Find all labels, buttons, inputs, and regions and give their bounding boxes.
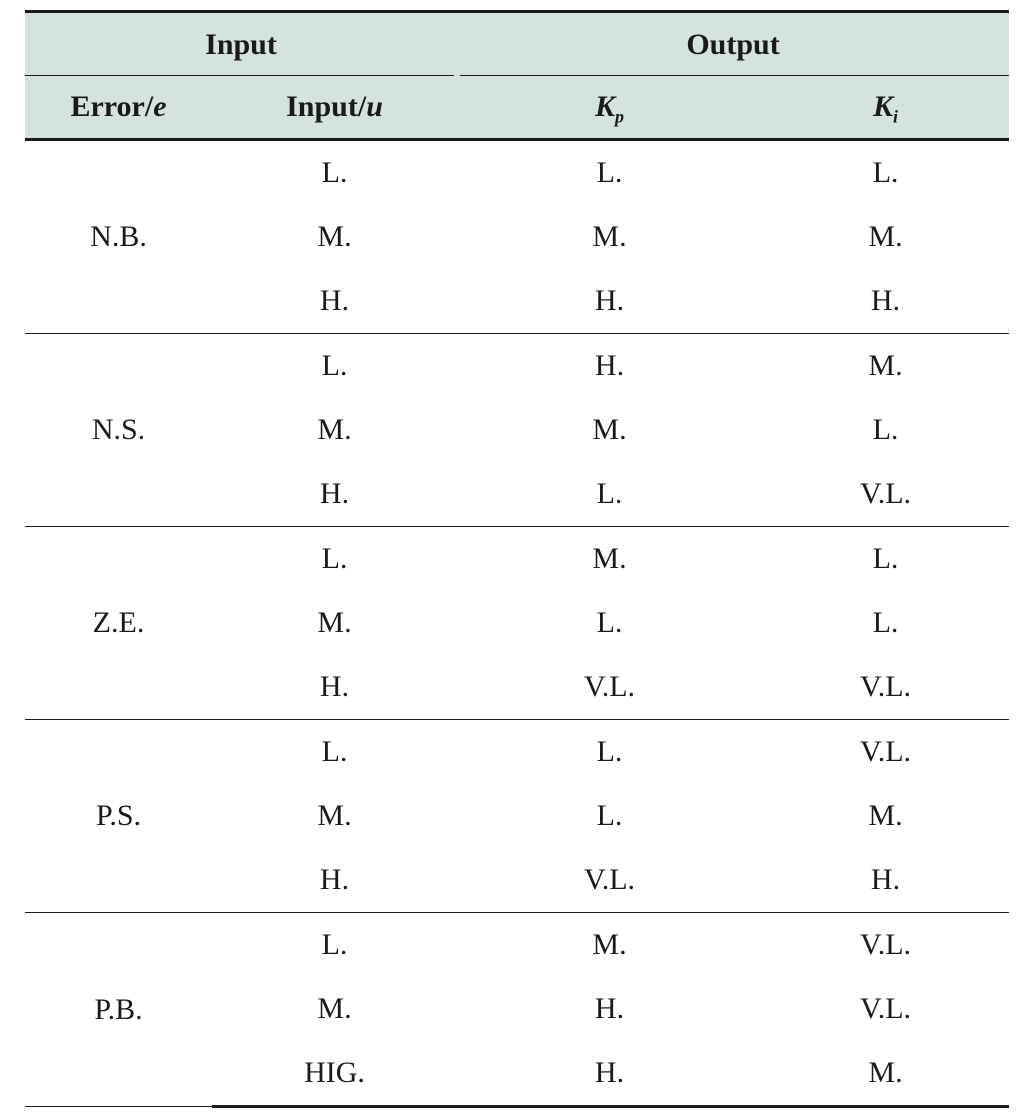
output-group-header: Output (457, 12, 1009, 77)
input-cell: M. (317, 799, 352, 832)
table-row (25, 527, 1009, 592)
input-column-header (212, 76, 457, 140)
error-cell: P.S. (25, 720, 212, 913)
error-column-symbol: e (153, 90, 167, 123)
kp-cell: M. (592, 220, 627, 253)
input-column-symbol: u (366, 90, 383, 123)
input-cell: M. (317, 220, 352, 253)
ki-cell: V.L. (859, 477, 912, 510)
ki-cell: L. (762, 140, 1009, 206)
table-row (25, 334, 1009, 399)
kp-cell: V.L. (583, 863, 636, 896)
input-cell: H. (319, 670, 350, 703)
error-cell: Z.E. (25, 527, 212, 720)
kp-cell: V.L. (583, 670, 636, 703)
kp-cell: L. (596, 606, 623, 639)
table-row (25, 140, 1009, 206)
input-cell: M. (317, 992, 352, 1025)
error-cell: N.B. (25, 140, 212, 334)
ki-subscript: i (893, 106, 899, 127)
kp-cell: H. (594, 284, 625, 317)
kp-cell: L. (457, 720, 762, 785)
kp-cell: L. (596, 799, 623, 832)
input-column-label: Input/ (286, 90, 367, 123)
fuzzy-rule-table (25, 10, 1009, 1108)
table-row (25, 720, 1009, 785)
ki-cell: V.L. (859, 992, 912, 1025)
ki-cell: H. (870, 284, 901, 317)
kp-cell: M. (457, 527, 762, 592)
ki-column-header (762, 76, 1009, 140)
ki-symbol: K (872, 90, 893, 123)
kp-cell: M. (457, 913, 762, 978)
ki-cell: V.L. (762, 720, 1009, 785)
input-cell: M. (317, 413, 352, 446)
input-cell: H. (319, 477, 350, 510)
input-cell: L. (212, 527, 457, 592)
input-cell: L. (212, 140, 457, 206)
ki-cell: L. (762, 527, 1009, 592)
ki-cell: V.L. (762, 913, 1009, 978)
input-cell: H. (319, 284, 350, 317)
kp-cell: H. (594, 992, 625, 1025)
ki-cell: L. (872, 606, 899, 639)
kp-subscript: p (615, 106, 624, 127)
input-cell: M. (317, 606, 352, 639)
kp-cell: M. (592, 413, 627, 446)
kp-cell: H. (457, 334, 762, 399)
table-body (25, 140, 1009, 1107)
error-column-header (25, 76, 212, 140)
error-column-label: Error/ (70, 90, 154, 123)
ki-cell: L. (872, 413, 899, 446)
table-row (25, 913, 1009, 978)
input-cell: L. (212, 720, 457, 785)
ki-cell: M. (868, 799, 903, 832)
input-cell: L. (212, 913, 457, 978)
ki-cell: V.L. (859, 670, 912, 703)
input-group-header: Input (25, 12, 457, 77)
table-header (25, 12, 1009, 140)
error-cell: N.S. (25, 334, 212, 527)
ki-cell: M. (762, 334, 1009, 399)
kp-cell: H. (457, 1041, 762, 1107)
ki-cell: M. (868, 220, 903, 253)
kp-cell: L. (596, 477, 623, 510)
error-cell: P.B. (25, 913, 212, 1107)
input-cell: H. (319, 863, 350, 896)
ki-cell: M. (762, 1041, 1009, 1107)
kp-symbol: K (594, 90, 615, 123)
input-cell: L. (212, 334, 457, 399)
header-group-row (25, 12, 1009, 77)
header-column-row (25, 76, 1009, 140)
ki-cell: H. (870, 863, 901, 896)
kp-cell: L. (457, 140, 762, 206)
input-cell: HIG. (212, 1041, 457, 1107)
kp-column-header (457, 76, 762, 140)
